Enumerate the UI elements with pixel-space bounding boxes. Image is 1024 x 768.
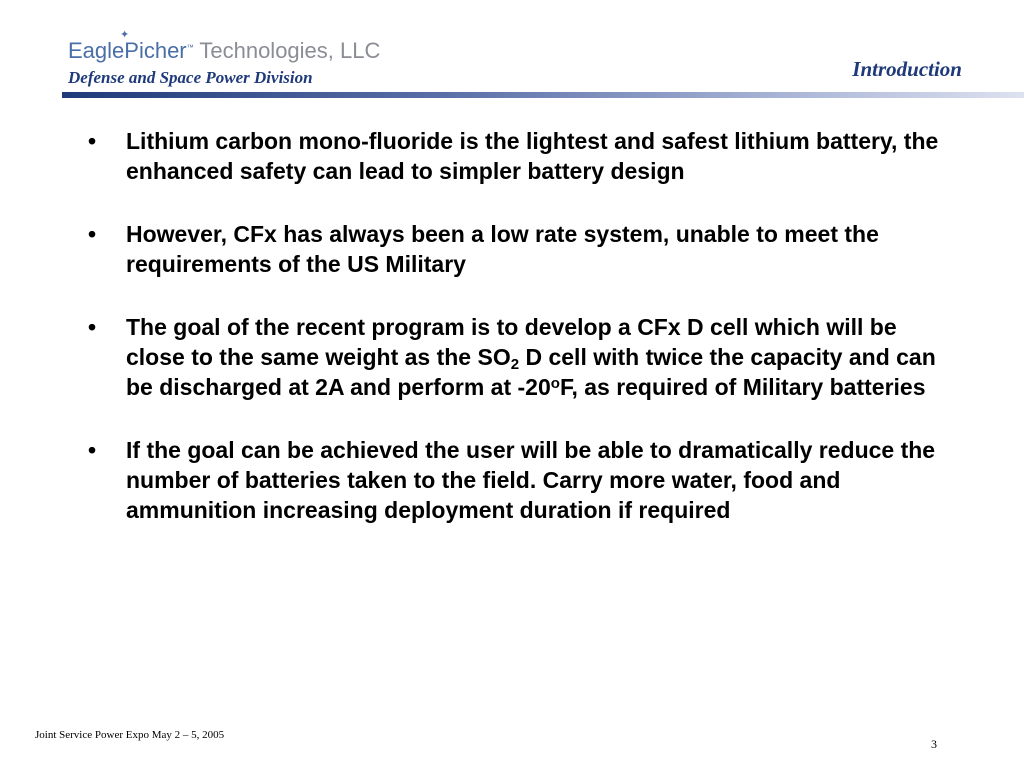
- bullet-text: If the goal can be achieved the user will be able to dramatically reduce the number of batteries taken to the field. Carry more water, food and ammunition increasing deployment duration if required: [126, 437, 936, 523]
- bullet-marker: •: [88, 128, 97, 154]
- footer-event: Joint Service Power Expo May 2 – 5, 2005: [35, 729, 225, 741]
- logo-company-suffix: Technologies, LLC: [199, 38, 381, 63]
- star-icon: ✦: [120, 29, 130, 41]
- bullet-item: [88, 312, 958, 402]
- bullet-text-part: D cell with twice the capacity and can be discharged at 2A and perform at -20: [126, 344, 936, 400]
- logo-brand: EaglePicher: [68, 38, 187, 63]
- superscript-text: o: [550, 375, 560, 392]
- bullet-text: However, CFx has always been a low rate system, unable to meet the requirements of the US Military: [126, 221, 879, 277]
- bullet-list: [88, 126, 958, 558]
- bullet-text-part: F, as required of Military batteries: [559, 374, 926, 400]
- header-divider: [62, 92, 1024, 98]
- bullet-marker: •: [88, 221, 97, 247]
- bullet-marker: •: [88, 314, 97, 340]
- bullet-text-part: The goal of the recent program is to develop a CFx D cell which will be close to the same weight as the SO: [126, 314, 897, 370]
- bullet-text: Lithium carbon mono-fluoride is the lightest and safest lithium battery, the enhanced safety can lead to simpler battery design: [126, 128, 939, 184]
- company-logo: [68, 29, 381, 64]
- bullet-item: [88, 126, 958, 186]
- slide-title: Introduction: [852, 57, 962, 81]
- page-number: 3: [931, 737, 937, 751]
- subscript-text: 2: [510, 356, 520, 373]
- bullet-item: [88, 219, 958, 279]
- division-name: Defense and Space Power Division: [68, 68, 313, 87]
- bullet-item: [88, 435, 958, 525]
- bullet-marker: •: [88, 437, 97, 463]
- logo-trademark: ™: [186, 44, 194, 52]
